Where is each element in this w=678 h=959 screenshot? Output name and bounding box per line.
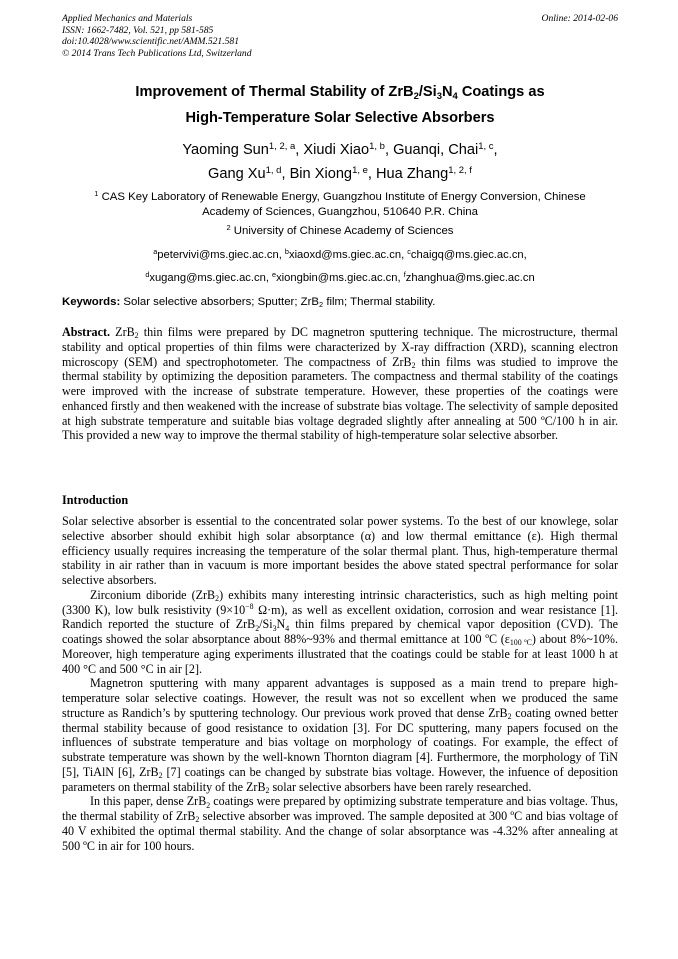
email-mark: a [153, 247, 158, 256]
abstract-subscript: 2 [411, 360, 416, 370]
email-link[interactable]: zhanghua@ms.giec.ac.cn [405, 272, 535, 284]
abstract-text: thin films were prepared by DC magnetron sputtering technique. The microstructure, thermal stability and optical properties of thin films were characterized by X-ray diffraction (XRD), scanning electron microscopy (SEM) and spectrophotometer. The compactness of ZrB [62, 325, 618, 369]
paragraph-text: [7] coatings can be changed by substrate bias voltage. However, the infuence of deposition parameters on thermal stability of the ZrB [62, 764, 618, 794]
title-text: N [441, 84, 453, 100]
paragraph-text: Magnetron sputtering with many apparent advantages is supposed as a main trend to prepare high-temperature solar selective coatings. However, the result was not so excellent when we produced the same structure as Randich’s by sputtering technology. Our previous work proved that dense ZrB [62, 676, 618, 720]
online-date: Online: 2014-02-06 [541, 13, 618, 24]
title-text: Improvement of Thermal Stability of ZrB [135, 84, 414, 100]
paragraph-text: Ω·m), as well as excellent oxidation, corrosion and wear resistance [1]. Randich reported the stucture of ZrB [62, 602, 618, 632]
author-separator: , [281, 166, 290, 182]
title-text: /Si [418, 84, 437, 100]
introduction-body [62, 514, 618, 853]
author-name: Hua Zhang [376, 166, 449, 182]
paragraph [62, 676, 618, 794]
keywords-text: Solar selective absorbers; Sputter; ZrB [120, 296, 320, 308]
abstract-subscript: 2 [134, 331, 139, 341]
paragraph-subscript: 100 ºC [509, 638, 532, 648]
paragraph-text: selective absorber was improved. The sample deposited at 300 ºC and bias voltage of 40 V exhibited the optimal thermal stability. And the change of solar absorptance was -4.32% after annealing at 500 ºC in air for 100 hours. [62, 809, 618, 853]
affiliation-mark: 2 [226, 222, 231, 232]
paragraph-text: In this paper, dense ZrB [90, 794, 207, 809]
abstract-label: Abstract. [62, 325, 111, 339]
title-subscript: 2 [413, 90, 419, 102]
paragraph-text: solar selective absorbers have been rarely researched. [269, 779, 532, 794]
paragraph-text: /Si [259, 617, 273, 632]
affiliation-1 [62, 190, 618, 220]
email-link[interactable]: xiongbin@ms.giec.ac.cn [276, 272, 398, 284]
author-separator: , [384, 142, 394, 158]
email-link[interactable]: chaigq@ms.giec.ac.cn [410, 249, 524, 261]
author-affiliation-mark: 1, b [369, 140, 385, 152]
affiliation-text: University of Chinese Academy of Sciences [233, 225, 454, 237]
journal-header [62, 13, 618, 59]
affiliation-mark: 1 [94, 188, 99, 198]
email-link[interactable]: xiaoxd@ms.giec.ac.cn [288, 249, 402, 261]
abstract-text: ZrB [110, 325, 135, 339]
keywords-text: film; Thermal stability. [323, 296, 436, 308]
title-subscript: 3 [436, 90, 442, 102]
doi-line[interactable]: doi:10.4028/www.scientific.net/AMM.521.581 [62, 36, 240, 48]
paragraph-subscript: 2 [195, 815, 200, 825]
abstract-text: thin films was studied to improve the thermal stability by optimizing the deposition parameters. The compactness and thermal stability of the coatings were improved with the increase of substrate temperature. However, these properties of the coatings were enhanced firstly and then weakened with the increase of substrate bias voltage. The selectivity of sample deposited at high substrate temperature and suitable bias voltage degraded slightly after annealing at 500 ºC/100 h in air. This provided a new way to improve the thermal stability of high-temperature solar selective absorber. [62, 354, 618, 443]
affiliation-text: CAS Key Laboratory of Renewable Energy, Guangzhou Institute of Energy Conversion, Chinese [101, 191, 586, 203]
email-link[interactable]: petervivi@ms.giec.ac.cn [157, 249, 279, 261]
paragraph [62, 588, 618, 677]
author-list [62, 138, 618, 186]
journal-name: Applied Mechanics and Materials [62, 13, 193, 24]
title-line-2: High-Temperature Solar Selective Absorbers [185, 110, 495, 126]
author-separator: , [493, 142, 498, 158]
paragraph-subscript: 2 [507, 712, 512, 722]
paragraph-text: ) exhibits many interesting intrinsic characteristics, such as high melting point (3300 K), low bulk resistivity (9×10 [62, 587, 618, 617]
keywords [62, 295, 618, 310]
author-affiliation-mark: 1, e [352, 164, 368, 176]
paragraph-text: thin films prepared by chemical vapor deposition (CVD). The coatings showed the solar absorptance about 88%~93% and thermal emittance at 100 ºC (ε [62, 617, 619, 646]
email-mark: b [284, 247, 289, 256]
author-affiliation-mark: 1, c [478, 140, 494, 152]
author-name: Bin Xiong [289, 166, 353, 182]
affiliation-text: Academy of Sciences, Guangzhou, 510640 P.R. China [202, 206, 478, 218]
author-separator: , [367, 166, 376, 182]
paragraph-text: coating owned better thermal stability because of good resistance to oxidation [3]. For DC sputtering, many papers focused on the influences of substrate temperature and bias voltage on morphology of coatings. For example, the effect of substrate temperature was shown by the well-known Thornton diagram [4]. Furthermore, the morphology of TiN [5], TiAlN [6], ZrB [62, 705, 618, 779]
author-name: Guanqi, Chai [393, 142, 479, 158]
paragraph-subscript: 2 [158, 771, 163, 781]
author-affiliation-mark: 1, 2, f [448, 164, 472, 176]
author-affiliation-mark: 1, d [265, 164, 282, 176]
keywords-subscript: 2 [319, 300, 324, 310]
paragraph-subscript: 4 [285, 623, 290, 633]
affiliation-2 [62, 224, 618, 239]
email-link[interactable]: xugang@ms.giec.ac.cn [149, 272, 266, 284]
paragraph-subscript: 2 [255, 623, 260, 633]
section-heading-introduction: Introduction [62, 493, 129, 507]
author-name: Xiudi Xiao [303, 142, 370, 158]
paragraph-text: ) about 8%~10%. Moreover, high temperature aging experiments illustrated that the coatings could be stable for at least 1000 h at 400 °C and 500 °C in air [2]. [62, 632, 618, 676]
email-mark: e [272, 270, 277, 279]
paper-title [62, 79, 618, 131]
author-name: Gang Xu [208, 166, 266, 182]
email-list: $^a$petervivi@ms.giec.ac.cn, $^b$xiaoxd@ms.giec.ac.cn, $^c$chaigq@ms.giec.ac.cn, $^d$xugang@ms.giec.ac.cn, $^e$xiongbin@ms.giec.ac.cn, $^f$zhanghua@ms.giec.ac.cn [145, 247, 535, 284]
paragraph: Solar selective absorber is essential to the concentrated solar power systems. To the best of our knowlege, solar selective absorber should exhibit high solar absorptance (α) and low thermal emittance (ε). High thermal efficiency usually requires increasing the temperature of the solar thermal plant. Thus, high-temperature thermal stability in air rather than in vacuum is more important besides the above stated spectral performance for solar selective absorbers. [62, 514, 618, 587]
email-mark: f [403, 270, 406, 279]
abstract [62, 325, 618, 443]
copyright-line: © 2014 Trans Tech Publications Ltd, Switzerland [62, 47, 252, 59]
keywords-label: Keywords: [62, 296, 121, 308]
paragraph-subscript: 2 [206, 800, 211, 810]
paragraph-text: N [276, 617, 286, 632]
title-text: Coatings as [457, 84, 545, 100]
author-affiliation-mark: 1, 2, a [268, 140, 296, 152]
author-separator: , [295, 142, 304, 158]
title-subscript: 4 [452, 90, 458, 102]
email-mark: d [145, 270, 150, 279]
paragraph-text: coatings were prepared by optimizing substrate temperature and bias voltage. Thus, the thermal stability of ZrB [62, 794, 618, 823]
paragraph-subscript: 3 [272, 623, 277, 633]
paragraph-subscript: 2 [265, 785, 270, 795]
paragraph-superscript: −8 [245, 602, 254, 612]
issn-line: ISSN: 1662-7482, Vol. 521, pp 581-585 [62, 24, 214, 36]
email-mark: c [407, 247, 411, 256]
author-name: Yaoming Sun [182, 142, 269, 158]
paragraph-text: Zirconium diboride (ZrB [90, 587, 216, 602]
paragraph [62, 794, 618, 853]
paragraph-subscript: 2 [215, 594, 220, 604]
